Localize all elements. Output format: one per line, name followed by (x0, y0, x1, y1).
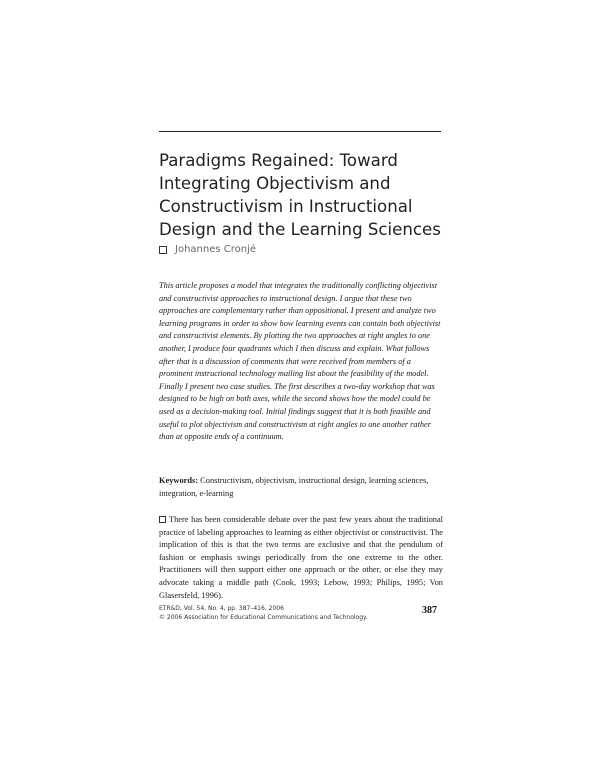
keywords (159, 475, 443, 500)
intro-text: There has been considerable debate over the past few years about the traditional practice of labeling approaches to learning as either objectivist or constructivist. The implication of this is that the two terms are exclusive and that the pendulum of fashion or emphasis swings periodically from the one extreme to the other. Practitioners will then support either one approach or the other, or else they may advocate taking a middle path (Cook, 1993; Lebow, 1993; Philips, 1995; Von Glasersfeld, 1996). (159, 515, 443, 600)
intro-paragraph (159, 514, 443, 602)
author-line (159, 244, 256, 255)
title-rule (159, 131, 441, 132)
article-title: Paradigms Regained: Toward Integrating Objectivism and Constructivism in Instructional Design and the Learning Sciences (159, 151, 441, 239)
footer (159, 604, 368, 622)
keywords-text: Constructivism, objectivism, instructional design, learning sciences, integration, e-learning (159, 476, 429, 498)
square-bullet-icon (159, 516, 166, 523)
page-number: 387 (422, 605, 437, 616)
square-bullet-icon (159, 246, 167, 254)
author-name: Johannes Cronjé (175, 244, 257, 255)
footer-copyright: © 2006 Association for Educational Communications and Technology. (159, 614, 368, 621)
keywords-label: Keywords: (159, 476, 199, 485)
abstract: This article proposes a model that integrates the traditionally conflicting objectivist and constructivist approaches to instructional design. I argue that these two approaches are complementary rather than oppositional. I present and analyze two learning programs in order to show how learning events can contain both objectivist and constructivist elements. By plotting the two approaches at right angles to one another, I produce four quadrants which I then discuss and explain. What follows after that is a discussion of comments that were received from members of a prominent instructional technology mailing list about the feasibility of the model. Finally I present two case studies. The first describes a two-day workshop that was designed to be high on both axes, while the second shows how the model could be used as a decision-making tool. Initial findings suggest that it is both feasible and useful to plot objectivism and constructivism at right angles to one another rather than at opposite ends of a continuum. (159, 281, 441, 442)
footer-citation: ETR&D, Vol. 54, No. 4, pp. 387–416, 2006 (159, 605, 284, 612)
